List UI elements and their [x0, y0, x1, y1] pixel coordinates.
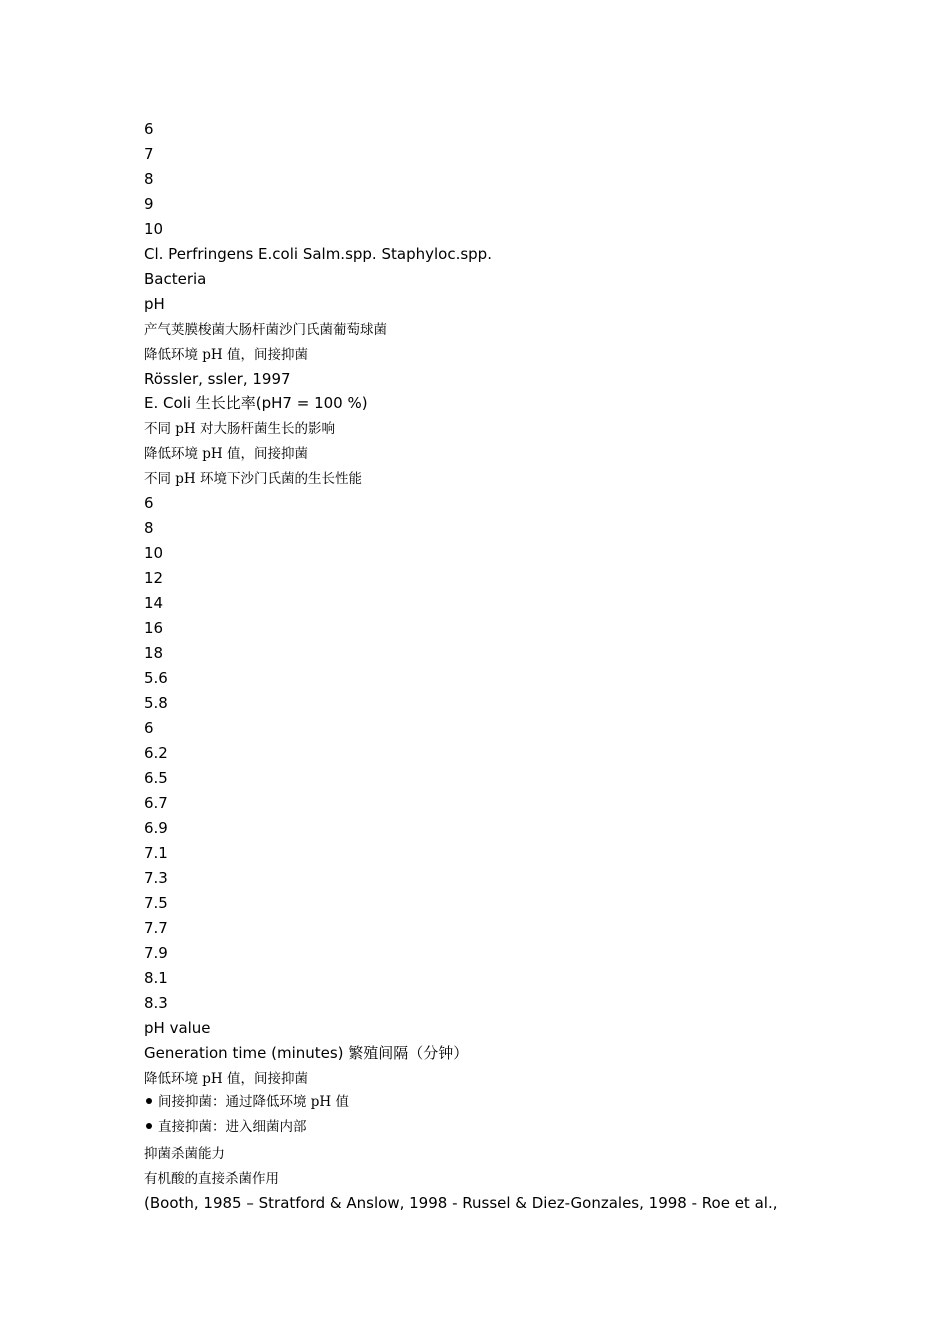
axis-tick: 5.6 — [144, 669, 168, 687]
species-cn: 产气荚膜梭菌大肠杆菌沙门氏菌葡萄球菌 — [144, 322, 387, 338]
ph-value-label: pH value — [144, 1019, 211, 1037]
axis-tick: 10 — [144, 220, 164, 238]
axis-tick: 7.3 — [144, 869, 168, 887]
document-body — [144, 116, 864, 1212]
axis-tick: 7.9 — [144, 944, 168, 962]
axis-tick: 12 — [144, 569, 164, 587]
axis-tick: 6.9 — [144, 819, 168, 837]
axis-tick: 6 — [144, 120, 154, 138]
bullet-icon — [146, 1098, 152, 1104]
lower-ph-heading: 降低环境 pH 值，间接抑菌 — [144, 446, 308, 462]
axis-tick: 6.2 — [144, 744, 168, 762]
bullet-item — [144, 1118, 864, 1136]
axis-tick: 7.7 — [144, 919, 168, 937]
axis-tick: 6 — [144, 494, 154, 512]
axis-tick: 7 — [144, 145, 154, 163]
ph-ecoli-effect: 不同 pH 对大肠杆菌生长的影响 — [144, 421, 335, 437]
lower-ph-heading: 降低环境 pH 值，间接抑菌 — [144, 347, 308, 363]
axis-tick: 18 — [144, 644, 164, 662]
bullet-text: 直接抑菌：进入细菌内部 — [158, 1119, 307, 1135]
axis-tick: 5.8 — [144, 694, 168, 712]
lower-ph-heading: 降低环境 pH 值，间接抑菌 — [144, 1071, 308, 1087]
axis-tick: 6.7 — [144, 794, 168, 812]
axis-tick: 9 — [144, 195, 154, 213]
axis-tick: 6 — [144, 719, 154, 737]
organic-acid-heading: 有机酸的直接杀菌作用 — [144, 1171, 279, 1187]
axis-tick: 6.5 — [144, 769, 168, 787]
bullet-text: 间接抑菌：通过降低环境 pH 值 — [158, 1094, 349, 1110]
axis-tick: 10 — [144, 544, 164, 562]
bullet-item — [144, 1093, 864, 1111]
axis-tick: 16 — [144, 619, 164, 637]
axis-tick: 7.5 — [144, 894, 168, 912]
generation-time-label: Generation time (minutes) 繁殖间隔（分钟） — [144, 1044, 469, 1062]
axis-tick: 14 — [144, 594, 164, 612]
axis-tick: 8.1 — [144, 969, 168, 987]
axis-tick: 8 — [144, 170, 154, 188]
citation: Rössler, ssler, 1997 — [144, 370, 291, 388]
ecoli-growth-label: E. Coli 生长比率(pH7 = 100 %) — [144, 394, 368, 412]
bacteria-label: Bacteria — [144, 270, 207, 288]
ph-label: pH — [144, 295, 165, 313]
references-line: (Booth, 1985 – Stratford & Anslow, 1998 - Russel & Diez-Gonzales, 1998 - Roe et al., — [144, 1194, 778, 1212]
axis-tick: 8.3 — [144, 994, 168, 1012]
antibacterial-heading: 抑菌杀菌能力 — [144, 1146, 225, 1162]
species-line: Cl. Perfringens E.coli Salm.spp. Staphyloc.spp. — [144, 245, 492, 263]
axis-tick: 7.1 — [144, 844, 168, 862]
ph-salmonella: 不同 pH 环境下沙门氏菌的生长性能 — [144, 471, 362, 487]
bullet-icon — [146, 1123, 152, 1129]
axis-tick: 8 — [144, 519, 154, 537]
